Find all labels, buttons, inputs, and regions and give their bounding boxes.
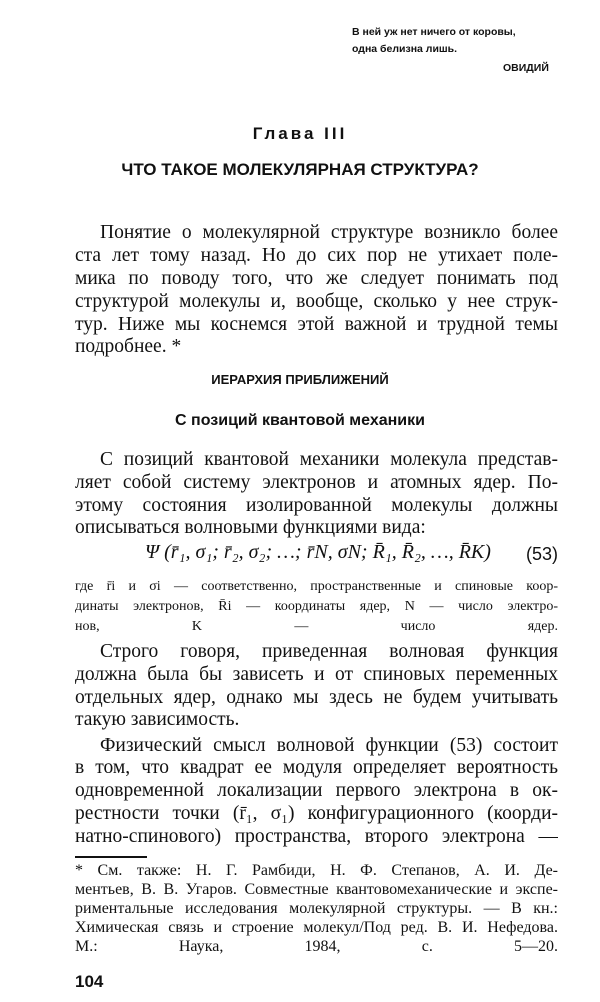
paragraph-line: Понятие о молекулярной структуре возникло более (100, 222, 558, 243)
chapter-title: ЧТО ТАКОЕ МОЛЕКУЛЯРНАЯ СТРУКТУРА? (121, 160, 479, 179)
subsection-heading: С позиций квантовой механики (175, 412, 425, 429)
paragraph-line: описываться волновыми функциями вида: (75, 517, 426, 538)
paragraph-line: отдельных ядер, однако мы здесь не будем учитывать (75, 687, 558, 708)
chapter-label: Глава III (252, 124, 348, 143)
footnote-line: ментьев, В. В. Угаров. Совместные квантовомеханические и экспе- (75, 881, 558, 898)
paragraph-line: в том, что квадрат ее модуля определяет вероятность (75, 757, 558, 778)
paragraph-line: С позиций квантовой механики молекула представ- (100, 449, 558, 470)
paragraph-line: натно-спинового) пространства, второго электрона — (75, 826, 558, 847)
epigraph-author: ОВИДИЙ (503, 62, 549, 74)
paragraph-line: рестности точки (r̄₁, σ₁) конфигурационного (коорди- (75, 803, 558, 824)
footnote-line: Химическая связь и строение молекул/Под ред. В. И. Нефедова. (75, 919, 558, 936)
paragraph-line: ста лет тому назад. Но до сих пор не утихает поле- (75, 245, 558, 266)
paragraph-line: мика по поводу того, что же следует понимать под (75, 268, 558, 289)
formula-note-line: нов, K — число ядер. (75, 619, 558, 634)
paragraph-line: одновременной локализации первого электрона в ок- (75, 780, 558, 801)
paragraph-line: должна была бы зависеть и от спиновых переменных (75, 664, 558, 685)
formula-note-line: динаты электронов, R̄i — координаты ядер, N — число электро- (75, 599, 558, 614)
paragraph-line: Строго говоря, приведенная волновая функция (100, 641, 558, 662)
epigraph-line: одна белизна лишь. (352, 43, 458, 55)
paragraph-line: такую зависимость. (75, 709, 240, 730)
equation-number: (53) (525, 544, 558, 564)
footnote-line: риментальные исследования молекулярной структуры. — В кн.: (75, 900, 558, 917)
footnote-line: М.: Наука, 1984, с. 5—20. (75, 938, 558, 955)
section-heading: ИЕРАРХИЯ ПРИБЛИЖЕНИЙ (211, 372, 389, 387)
footnote-line: * См. также: Н. Г. Рамбиди, Н. Ф. Степанов, А. И. Де- (75, 862, 558, 879)
formula-note-line: где r̄i и σi — соответственно, пространственные и спиновые коор- (75, 579, 558, 594)
footnote-divider (75, 856, 147, 858)
formula: Ψ (r̄₁, σ₁; r̄₂, σ₂; …; r̄N, σN; R̄₁, R̄₂, …, R̄K) (145, 541, 491, 563)
paragraph-line: структурой молекулы и, вообще, сколько у нее струк- (75, 291, 558, 312)
page-number: 104 (75, 972, 104, 991)
paragraph-line: тур. Ниже мы коснемся этой важной и трудной темы (75, 314, 558, 335)
paragraph-line: подробнее. * (75, 336, 182, 357)
paragraph-line: ляет собой систему электронов и атомных ядер. По- (75, 472, 558, 493)
paragraph-line: Физический смысл волновой функции (53) состоит (100, 735, 558, 756)
paragraph-line: этому состояния изолированной молекулы должны (75, 495, 558, 516)
epigraph-line: В ней уж нет ничего от коровы, (352, 26, 516, 38)
